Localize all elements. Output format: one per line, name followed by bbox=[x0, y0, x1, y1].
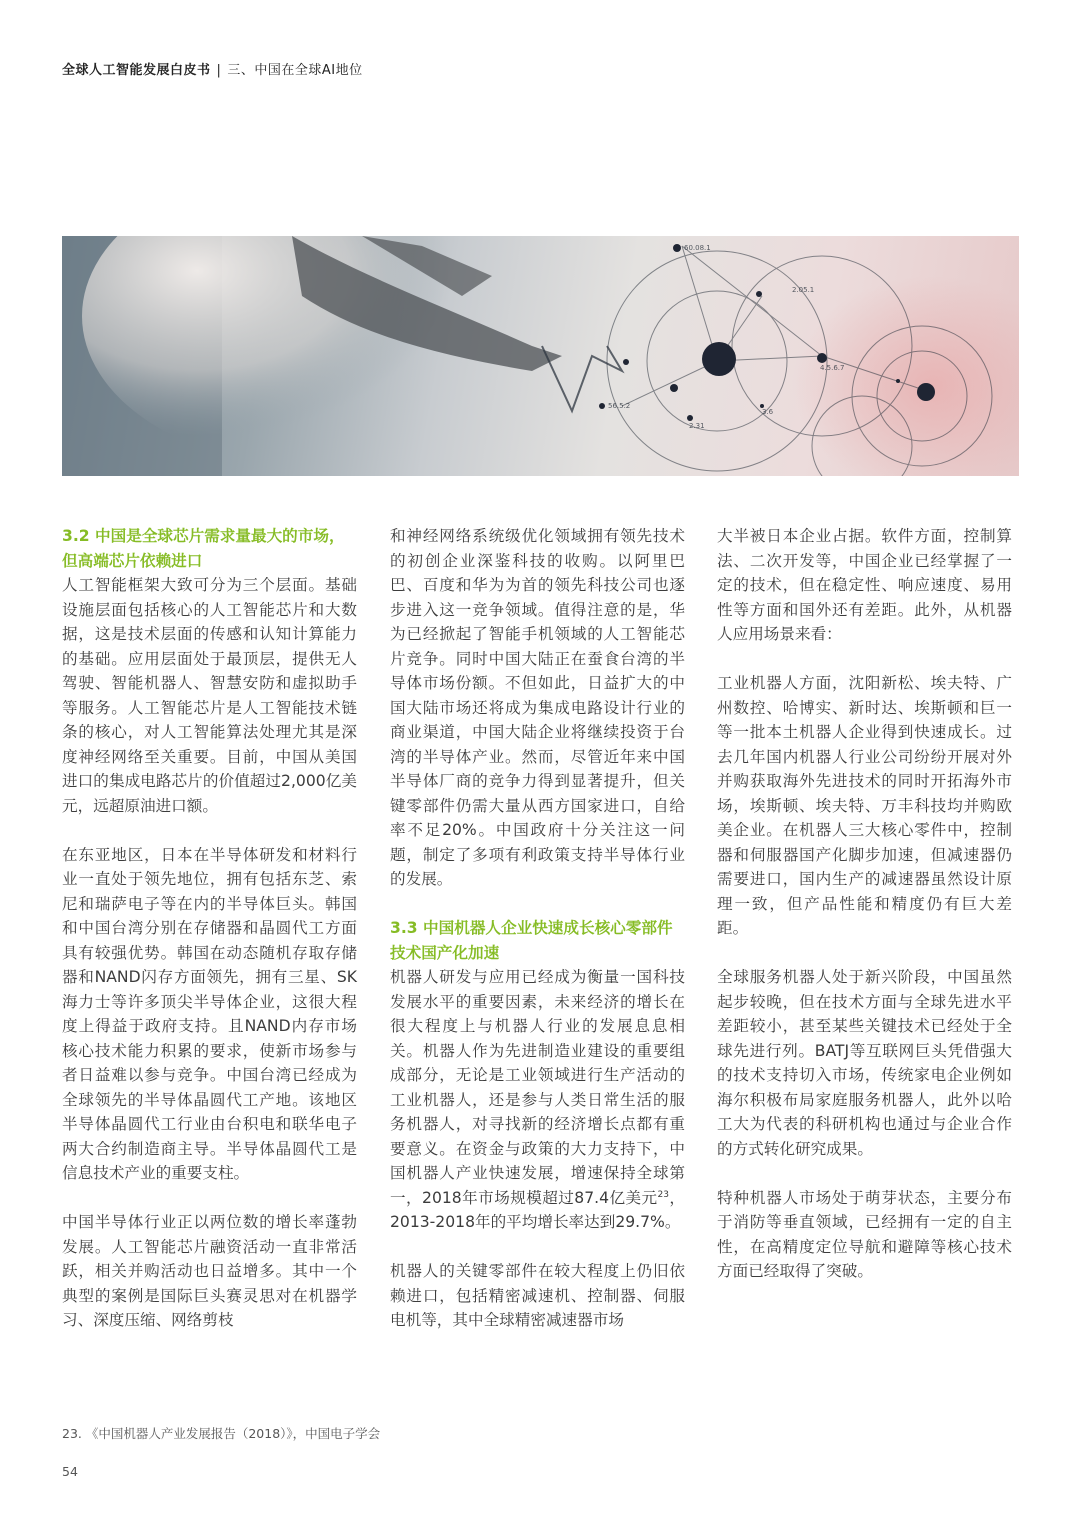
paragraph: 在东亚地区，日本在半导体研发和材料行业一直处于领先地位，拥有包括东芝、索尼和瑞萨电子等在内的半导体巨头。韩国和中国台湾分别在存储器和晶圆代工方面具有较强优势。韩国在动态随机存取存储器和NAND闪存方面领先，拥有三星、SK海力士等许多顶尖半导体企业，这很大程度上得益于政府支持。且NAND内存市场核心技术能力积累的要求，使新市场参与者日益难以参与竞争。中国台湾已经成为全球领先的半导体晶圆代工产地。该地区半导体晶圆代工行业由台积电和联华电子两大合约制造商主导。半导体晶圆代工是信息技术产业的重要支柱。 bbox=[62, 845, 357, 1182]
hero-label: 2.05.1 bbox=[792, 286, 815, 294]
footnote: 23. 《中国机器人产业发展报告（2018）》，中国电子学会 bbox=[62, 1426, 381, 1441]
paragraph: 全球服务机器人处于新兴阶段，中国虽然起步较晚，但在技术方面与全球先进水平差距较小，甚至某些关键技术已经处于全球先进行列。BATJ等互联网巨头凭借强大的技术支持切入市场，传统家电企业例如海尔积极布局家庭服务机器人，此外以哈工大为代表的科研机构也通过与企业合作的方式转化研究成果。 bbox=[717, 968, 1012, 1158]
paragraph: 特种机器人市场处于萌芽状态，主要分布于消防等垂直领域，已经拥有一定的自主性，在高精度定位导航和避障等核心技术方面已经取得了突破。 bbox=[717, 1188, 1012, 1280]
hero-label: 4.5.6.7 bbox=[820, 364, 845, 372]
paragraph bbox=[390, 965, 685, 1235]
paragraph: 和神经网络系统级优化领域拥有领先技术的初创企业深鉴科技的收购。以阿里巴巴、百度和华为为首的领先科技公司也逐步进入这一竞争领域。值得注意的是，华为已经掀起了智能手机领域的人工智能芯片竞争。同时中国大陆正在蚕食台湾的半导体市场份额。不但如此，日益扩大的中国大陆市场还将成为集成电路设计行业的商业渠道，中国大陆企业将继续投资于台湾的半导体产业。然而，尽管近年来中国半导体厂商的竞争力得到显著提升，但关键零部件仍需大量从西方国家进口，自给率不足20%。中国政府十分关注这一问题，制定了多项有利政策支持半导体行业的发展。 bbox=[390, 527, 685, 888]
paragraph-text: ，2013-2018年的平均增长率达到29.7%。 bbox=[390, 1188, 685, 1231]
hero-image bbox=[62, 236, 1019, 476]
paragraph: 人工智能框架大致可分为三个层面。基础设施层面包括核心的人工智能芯片和大数据，这是技术层面的传感和认知计算能力的基础。应用层面处于最顶层，提供无人驾驶、智能机器人、智慧安防和虚拟助手等服务。人工智能芯片是人工智能技术链条的核心，对人工智能算法处理尤其是深度神经网络至关重要。目前，中国从美国进口的集成电路芯片的价值超过2,000亿美元，远超原油进口额。 bbox=[62, 576, 357, 815]
paragraph: 机器人的关键零部件在较大程度上仍旧依赖进口，包括精密减速机、控制器、伺服电机等，其中全球精密减速器市场 bbox=[390, 1262, 685, 1329]
column-left bbox=[62, 524, 357, 1357]
chapter-title: 三、中国在全球AI地位 bbox=[227, 63, 363, 78]
hero-label: 2.31 bbox=[689, 422, 705, 430]
paragraph: 工业机器人方面，沈阳新松、埃夫特、广州数控、哈博实、新时达、埃斯顿和巨一等一批本土机器人企业得到快速成长。过去几年国内机器人行业公司纷纷开展对外并购获取海外先进技术的同时开拓海外市场，埃斯顿、埃夫特、万丰科技均并购欧美企业。在机器人三大核心零件中，控制器和伺服器国产化脚步加速，但减速器仍需要进口，国内生产的减速器虽然设计原理一致，但产品性能和精度仍有巨大差距。 bbox=[717, 674, 1012, 937]
page-number: 54 bbox=[62, 1464, 78, 1479]
section-heading-3-3: 3.3 中国机器人企业快速成长核心零部件技术国产化加速 bbox=[390, 919, 673, 962]
hero-label: 60.08.1 bbox=[684, 244, 711, 252]
paragraph-text: 机器人研发与应用已经成为衡量一国科技发展水平的重要因素，未来经济的增长在很大程度上与机器人行业的发展息息相关。机器人作为先进制造业建设的重要组成部分，无论是工业领域进行生产活动的工业机器人，还是参与人类日常生活的服务机器人，对寻找新的经济增长点都有重要意义。在资金与政策的大力支持下，中国机器人产业快速发展，增速保持全球第一，2018年市场规模超过87.4亿美元 bbox=[390, 968, 685, 1207]
paragraph: 大半被日本企业占据。软件方面，控制算法、二次开发等，中国企业已经掌握了一定的技术，但在稳定性、响应速度、易用性等方面和国外还有差距。此外，从机器人应用场景来看： bbox=[717, 527, 1012, 643]
column-middle bbox=[390, 524, 685, 1357]
document-title: 全球人工智能发展白皮书 bbox=[62, 63, 211, 78]
section-heading-3-2: 3.2 中国是全球芯片需求量最大的市场，但高端芯片依赖进口 bbox=[62, 527, 345, 570]
paragraph: 中国半导体行业正以两位数的增长率蓬勃发展。人工智能芯片融资活动一直非常活跃，相关并购活动也日益增多。其中一个典型的案例是国际巨头赛灵思对在机器学习、深度压缩、网络剪枝 bbox=[62, 1213, 357, 1329]
column-right bbox=[717, 524, 1012, 1308]
hero-label: 3.6 bbox=[762, 408, 774, 416]
running-header bbox=[62, 59, 363, 78]
footnote-reference: 23 bbox=[657, 1189, 669, 1200]
header-separator: | bbox=[216, 63, 222, 78]
hero-label: 56.5.2 bbox=[608, 402, 631, 410]
hero-illustration bbox=[62, 236, 1019, 476]
